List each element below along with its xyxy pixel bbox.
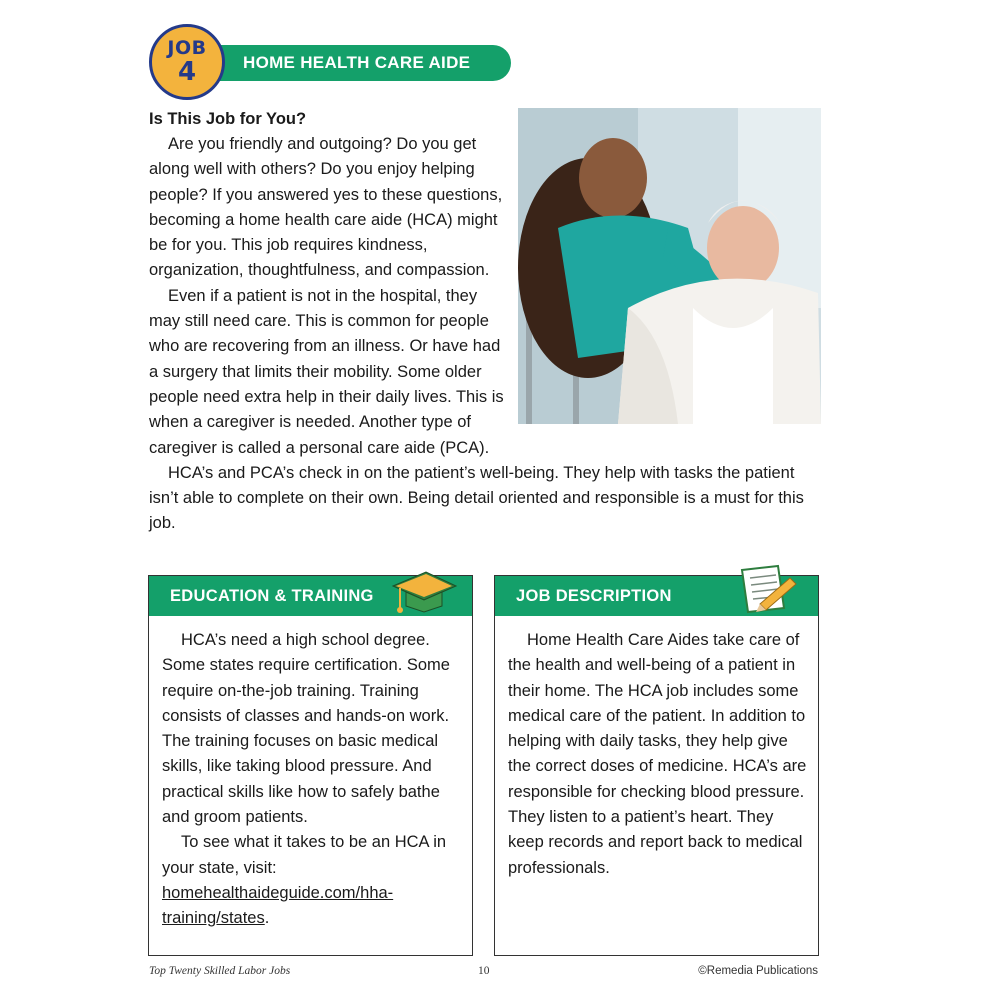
job-description-paragraph: Home Health Care Aides take care of the health and well-being of a patient in their home. The HCA job includes some medical care of the patient. In addition to helping with daily tasks, they help give the correct doses of medicine. HCA’s are responsible for checking blood pressure. They listen to a patient’s heart. They keep records and report back to medical professionals. (508, 631, 807, 877)
education-training-header (149, 576, 472, 616)
graduation-cap-icon (388, 566, 458, 618)
education-paragraph-2 (162, 830, 467, 931)
intro-paragraph-3: HCA’s and PCA’s check in on the patient’s well-being. They help with tasks the patient isn’t able to complete on their own. Being detail oriented and responsible is a must for this job. (149, 463, 804, 533)
job-description-box (494, 575, 819, 956)
education-paragraph-2-end: . (264, 909, 270, 928)
education-training-title: EDUCATION & TRAINING (170, 586, 374, 605)
page-title: HOME HEALTH CARE AIDE (243, 53, 471, 72)
training-states-link[interactable]: homehealthaideguide.com/hha-training/states (162, 883, 394, 928)
intro-heading: Is This Job for You? (149, 110, 307, 128)
notepad-pencil-icon (734, 564, 798, 616)
job-number-badge (149, 24, 225, 100)
job-description-header (495, 576, 818, 616)
education-training-box (148, 575, 473, 956)
caregiver-patient-photo (518, 108, 821, 424)
education-paragraph-1: HCA’s need a high school degree. Some states require certification. Some require on-the-job training. Training consists of classes and hands-on work. The training focuses on basic medical skills, like taking blood pressure. And practical skills like how to safely bathe and groom patients. (162, 631, 450, 827)
intro-paragraph-1: Are you friendly and outgoing? Do you get along well with others? Do you enjoy helping people? If you answered yes to these questions, becoming a home health care aide (HCA) might be for you. This job requires kindness, organization, thoughtfulness, and compassion. (149, 135, 503, 280)
footer-copyright: ©Remedia Publications (698, 965, 818, 977)
job-description-title: JOB DESCRIPTION (516, 586, 672, 605)
intro-paragraph-2: Even if a patient is not in the hospital, they may still need care. This is common for people who are recovering from an illness. Or have had a surgery that limits their mobility. Some older people need extra help in their daily lives. This is when a caregiver is needed. Another type of caregiver is called a personal care aide (PCA). (149, 286, 504, 457)
footer-book-title: Top Twenty Skilled Labor Jobs (149, 965, 291, 977)
footer-page-number: 10 (478, 965, 490, 977)
job-badge-word: JOB (167, 36, 207, 59)
photo-illustration (518, 108, 821, 424)
education-training-body (162, 628, 467, 932)
page-title-banner (205, 45, 511, 81)
job-description-body (508, 628, 813, 881)
job-badge-number: 4 (177, 56, 197, 87)
education-paragraph-2-text: To see what it takes to be an HCA in your state, visit: (162, 833, 447, 877)
intro-section (149, 107, 821, 537)
